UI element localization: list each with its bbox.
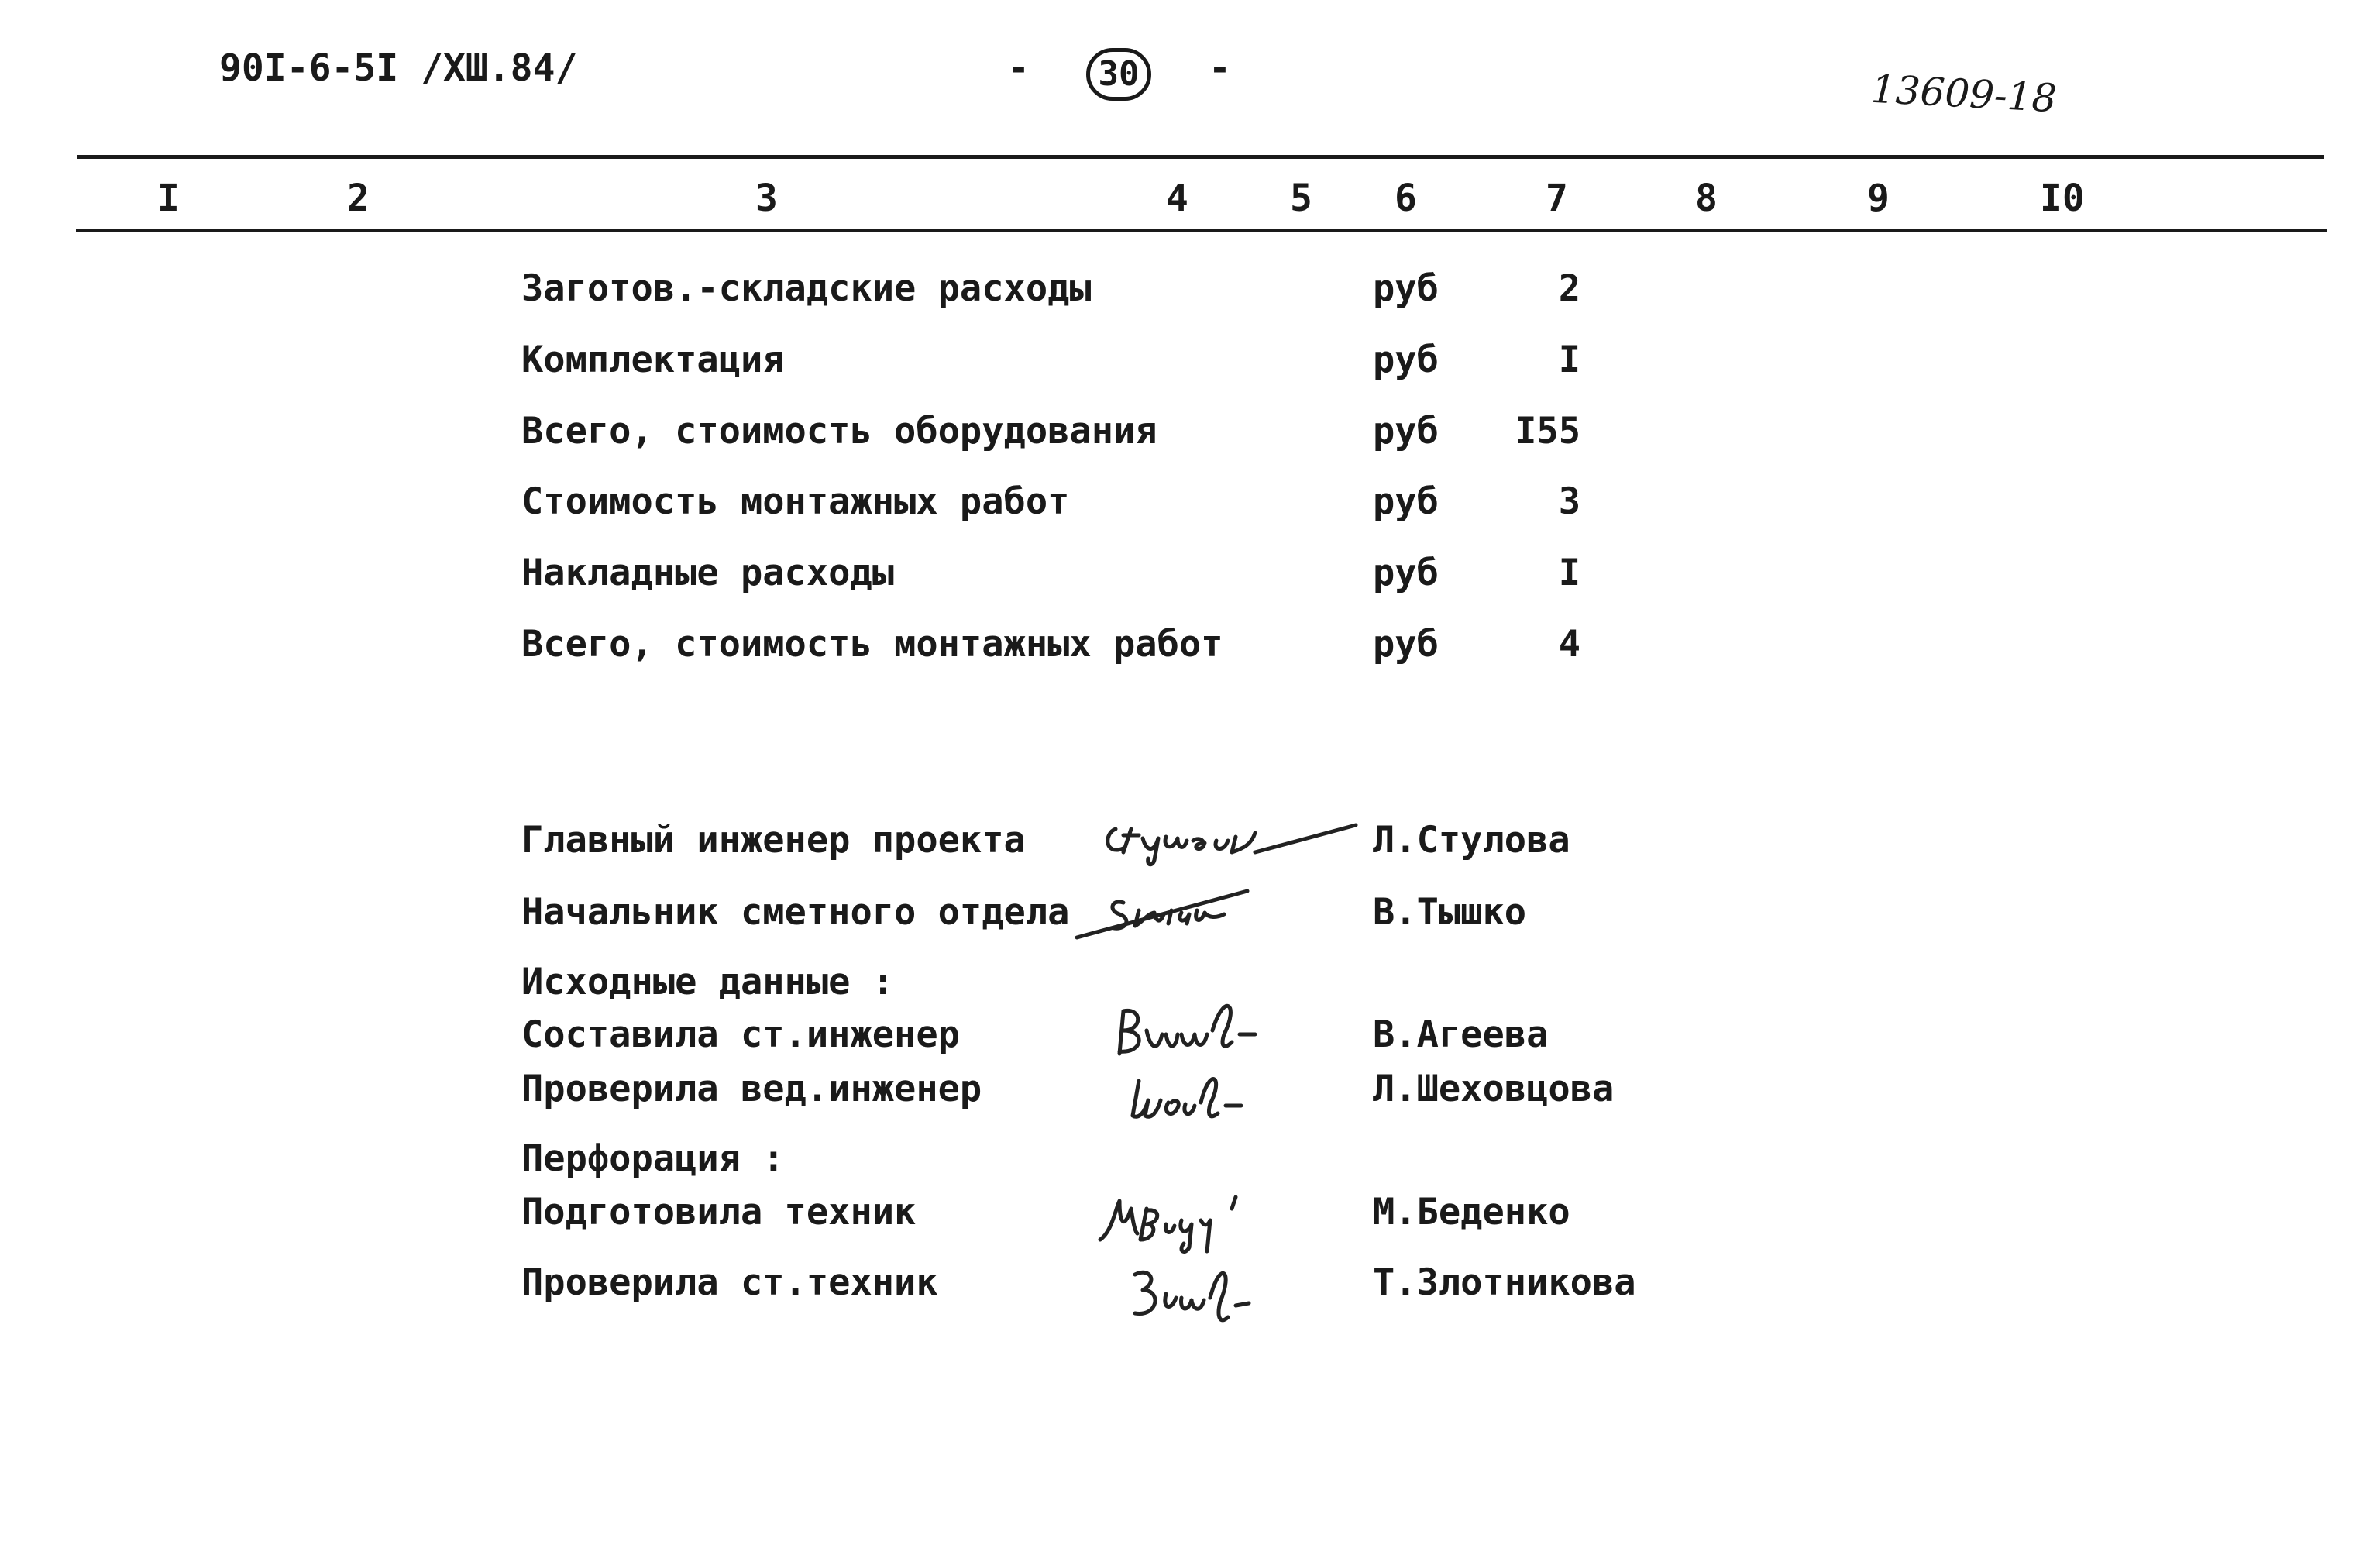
column-number: 2 [347, 177, 370, 220]
column-number: 4 [1166, 177, 1188, 220]
page-number: 30 [1086, 48, 1151, 101]
signature-stulova [1100, 806, 1364, 871]
signatory-role: Составила ст.инженер [521, 1013, 960, 1056]
page-dash-left: - [1007, 46, 1030, 90]
column-number: 3 [755, 177, 778, 220]
row-unit: руб [1373, 623, 1439, 666]
column-number: I [157, 177, 180, 220]
signature-ageeva [1108, 988, 1309, 1068]
row-unit: руб [1373, 267, 1439, 310]
column-number: 5 [1290, 177, 1312, 220]
row-unit: руб [1373, 339, 1439, 381]
row-value: 2 [1558, 267, 1580, 310]
row-unit: руб [1373, 552, 1439, 594]
column-number: 6 [1395, 177, 1417, 220]
table-header-rule [76, 229, 2327, 232]
page-dash-right: - [1209, 46, 1231, 90]
signature-tyshko [1069, 876, 1302, 948]
row-value: I [1558, 339, 1580, 381]
signatory-name: Л.Стулова [1373, 819, 1570, 862]
signature-shekhovtsova [1123, 1058, 1309, 1130]
row-value: I [1558, 552, 1580, 594]
row-label: Стоимость монтажных работ [521, 480, 1070, 523]
row-label: Заготов.-складские расходы [521, 267, 1092, 310]
row-label: Комплектация [521, 339, 785, 381]
signatory-role: Перфорация : [521, 1137, 785, 1180]
signatory-name: Л.Шеховцова [1373, 1068, 1615, 1110]
column-number: 8 [1695, 177, 1718, 220]
row-value: 3 [1558, 480, 1580, 523]
document-code: 90I-6-5I /XШ.84/ [219, 46, 578, 90]
signatory-role: Подготовила техник [521, 1191, 917, 1233]
column-number: 9 [1867, 177, 1890, 220]
signature-bedenko [1092, 1178, 1294, 1266]
inventory-number: 13609-18 [1869, 66, 2058, 122]
column-number: 7 [1546, 177, 1568, 220]
signature-zlotnikova [1123, 1255, 1294, 1336]
row-unit: руб [1373, 480, 1439, 523]
row-label: Всего, стоимость оборудования [521, 410, 1157, 452]
signatory-name: В.Тышко [1373, 891, 1527, 934]
column-number: I0 [2040, 177, 2085, 220]
signatory-role: Проверила ст.техник [521, 1261, 938, 1304]
signatory-role: Главный инженер проекта [521, 819, 1026, 862]
signatory-name: Т.Злотникова [1373, 1261, 1636, 1304]
row-value: I55 [1515, 410, 1580, 452]
row-value: 4 [1558, 623, 1580, 666]
row-label: Всего, стоимость монтажных работ [521, 623, 1223, 666]
signatory-role: Проверила вед.инженер [521, 1068, 982, 1110]
signatory-role: Начальник сметного отдела [521, 891, 1070, 934]
signatory-role: Исходные данные : [521, 961, 895, 1003]
table-top-rule [77, 155, 2324, 159]
row-label: Накладные расходы [521, 552, 895, 594]
signatory-name: В.Агеева [1373, 1013, 1549, 1056]
signatory-name: М.Беденко [1373, 1191, 1570, 1233]
row-unit: руб [1373, 410, 1439, 452]
